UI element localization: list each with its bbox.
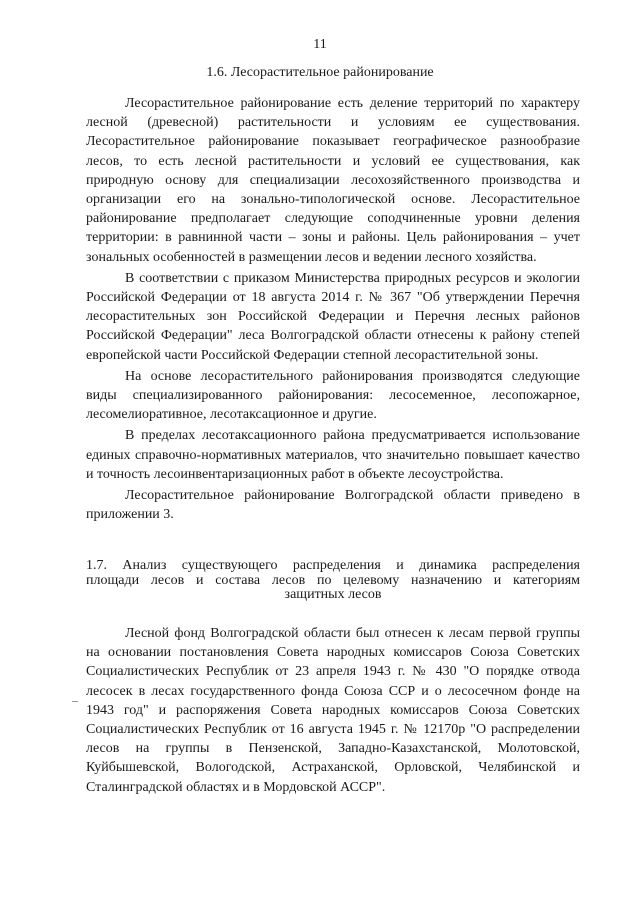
section-body [86, 624, 580, 799]
paragraph: На основе лесорастительного районирования производятся следующие виды специализированного районирования: лесосеменное, лесопожарное, лесомелиоративное, лесотаксационное и другие. [86, 368, 580, 423]
section-heading [86, 559, 580, 603]
paragraph: В соответствии с приказом Министерства природных ресурсов и экологии Российской Федерации от 18 августа 2014 г. № 367 "Об утверждении Перечня лесорастительных зон Российской Федерации и Перечня лесных районов Российской Федерации" леса Волгоградской области отнесены к району степей европейской части Российской Федерации степной лесорастительной зоны. [86, 270, 580, 363]
section-body [86, 94, 580, 526]
paragraph: Лесной фонд Волгоградской области был отнесен к лесам первой группы на основании постановления Совета народных комиссаров Союза Советских Социалистических Республик от 23 апреля 1943 г. № 430 "О порядке отвода лесосек в лесах государственного фонда Союза ССР и о лесосечном фонде на 1943 год" и распоряжения Совета народных комиссаров Союза Советских Социалистических Республик от 16 августа 1945 г. № 12170р "О распределении лесов на группы в Пензенской, Западно-Казахстанской, Молотовской, Куйбышевской, Вологодской, Астраханской, Орловской, Челябинской и Сталинградской областях и в Мордовской АССР". [86, 626, 580, 795]
section-title: 1.6. Лесорастительное районирование [206, 65, 434, 80]
paragraph: В пределах лесотаксационного района предусматривается использование единых справочно-нормативных материалов, что значительно повышает качество и точность лесоинвентаризационных работ в объекте лесоустройства. [86, 428, 580, 482]
page-number: 11 [313, 37, 327, 52]
heading-line: защитных лесов [284, 587, 382, 603]
paragraph: Лесорастительное районирование есть деление территорий по характеру лесной (древесной) растительности и условиям ее существования. Лесорастительное районирование показывает географическое разнообразие лесов, то есть лесной растительности и условий ее существования, как природную основу для специализации лесохозяйственного производства и организации его на зонально-типологической основе. Лесорастительное районирование предполагает следующие соподчиненные уровни деления территории: в равнинной части – зоны и районы. Цель районирования – учет зональных особенностей в размещении лесов и ведении лесного хозяйства. [86, 96, 580, 265]
heading-line: площади лесов и состава лесов по целевому назначению и категориям [86, 572, 580, 588]
margin-mark [72, 701, 78, 702]
heading-line: 1.7. Анализ существующего распределения и динамика распределения [86, 558, 580, 573]
paragraph: Лесорастительное районирование Волгоградской области приведено в приложении 3. [86, 488, 580, 523]
